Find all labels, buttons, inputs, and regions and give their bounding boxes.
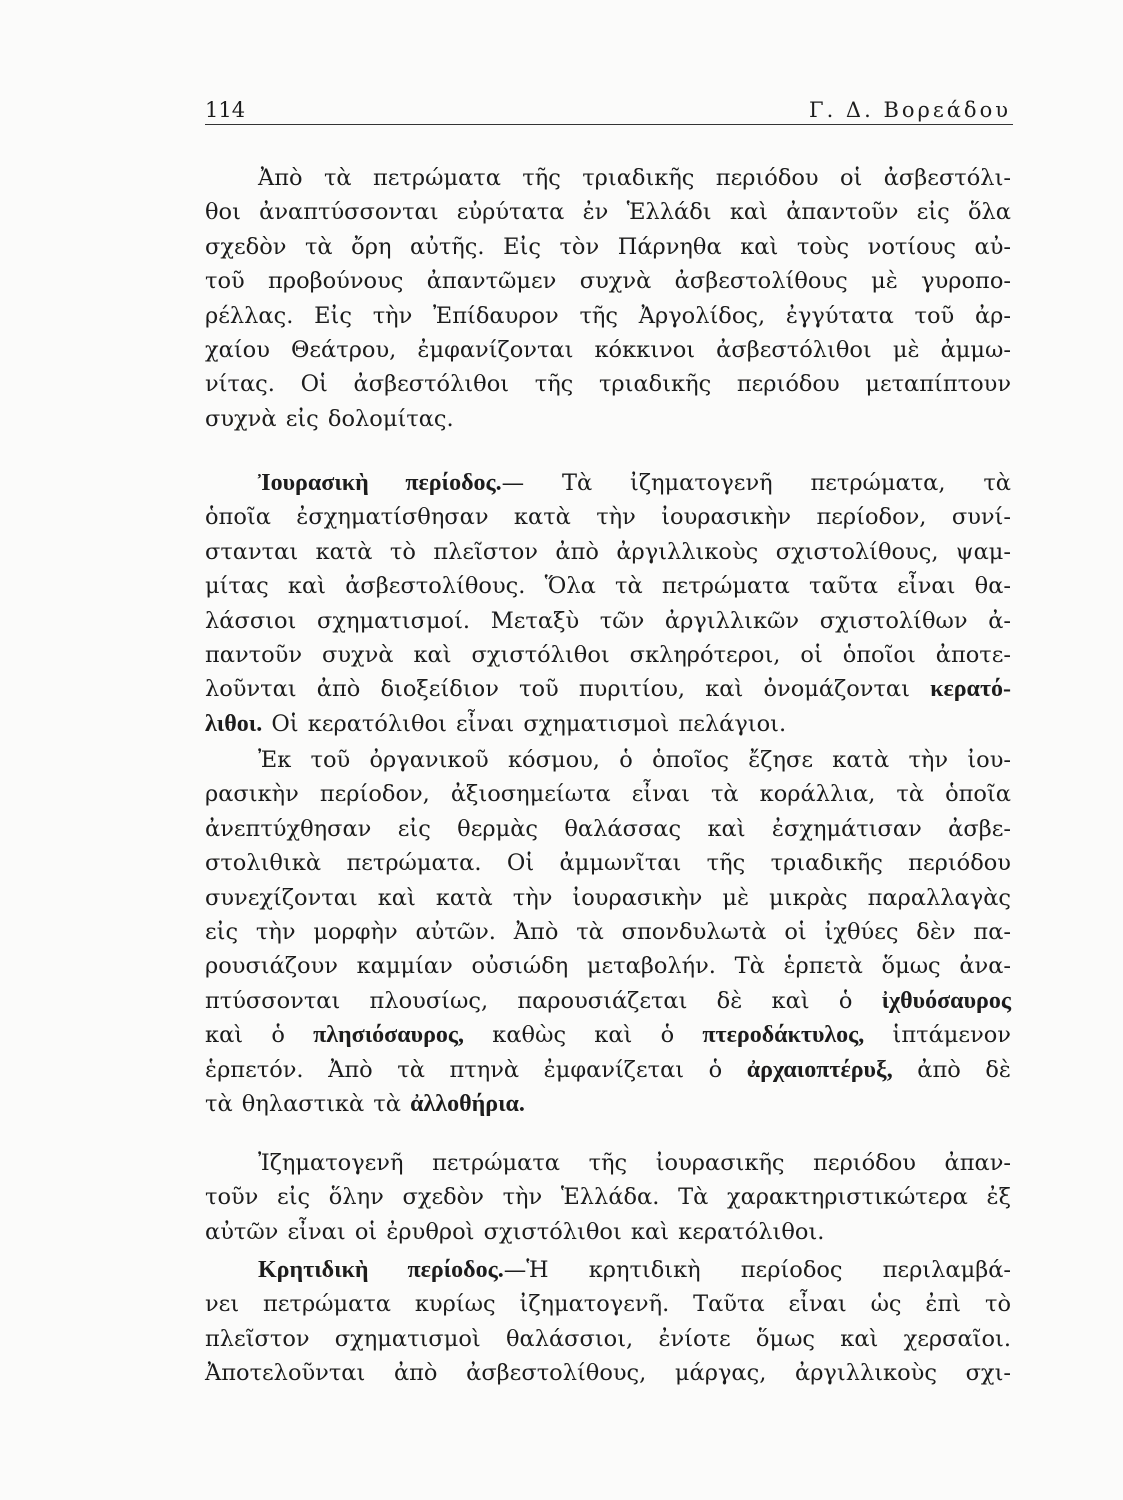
text-segment: θοι ἀναπτύσσονται εὐρύτατα ἐν Ἑλλάδι καὶ ἀπαντοῦν εἰς ὅλα [205,199,1011,226]
text-segment: ἀπὸ δὲ [892,1056,1011,1083]
text-line [205,266,1011,296]
text-segment: Ἐκ τοῦ ὀργανικοῦ κόσμου, ὁ ὁποῖος ἔζησε κατὰ τὴν ἰου- [258,747,1011,773]
text-line [205,709,1011,739]
text-line [205,951,1011,981]
text-segment: Ἀπὸ τὰ πετρώματα τῆς τριαδικῆς περιόδου οἱ ἀσβεστόλι- [258,165,1011,191]
text-line [205,537,1011,567]
text-line [205,404,1011,434]
bold-term: πτεροδάκτυλος, [702,1022,865,1049]
text-segment: ἑρπετόν. Ἀπὸ τὰ πτηνὰ ἐμφανίζεται ὁ [205,1056,747,1083]
text-line [205,848,1011,878]
text-line [205,1182,1011,1212]
text-line [205,674,1011,704]
text-segment: ρασικὴν περίοδον, ἀξιοσημείωτα εἶναι τὰ κοράλλια, τὰ ὁποῖα [205,781,1011,808]
text-segment: Ἀποτελοῦνται ἀπὸ ἀσβεστολίθους, μάργας, ἀργιλλικοὺς σχι- [205,1360,1011,1387]
text-line [258,468,1011,498]
text-segment: Ἰζηματογενῆ πετρώματα τῆς ἰουρασικῆς περιόδου ἀπαν- [258,1150,1011,1176]
text-line [205,606,1011,636]
text-segment: παντοῦν συχνὰ καὶ σχιστόλιθοι σκληρότεροι, οἱ ὁποῖοι ἀποτε- [205,642,1011,668]
text-segment: ρουσιάζουν καμμίαν οὐσιώδη μεταβολήν. Τὰ ἑρπετὰ ὅμως ἀνα- [205,953,1011,980]
text-line [258,163,1011,193]
text-segment: καθὼς καὶ ὁ [464,1022,703,1049]
bold-term: ἀρχαιοπτέρυξ, [746,1056,893,1083]
text-segment: χαίου Θεάτρου, ἐμφανίζονται κόκκινοι ἀσβεστόλιθοι μὲ ἀμμω- [205,337,1011,363]
bold-term: ἀλλοθήρια. [410,1091,525,1117]
text-line [205,1055,1011,1085]
text-line [205,883,1011,913]
bold-term: κερατό- [930,676,1011,703]
text-segment: μίτας καὶ ἀσβεστολίθους. Ὅλα τὰ πετρώματα ταῦτα εἶναι θα- [205,573,1011,600]
text-line [258,745,1011,775]
text-line [205,571,1011,601]
text-segment: συχνὰ εἰς δολομίτας. [205,405,454,432]
text-segment: ρέλλας. Εἰς τὴν Ἐπίδαυρον τῆς Ἀργολίδος, ἐγγύτατα τοῦ ἀρ- [205,302,1011,329]
bold-term: ἰχθυόσαυρος [881,987,1011,1014]
text-segment: τοῦν εἰς ὅλην σχεδὸν τὴν Ἑλλάδα. Τὰ χαρακτηριστικώτερα ἐξ [205,1184,1011,1211]
text-line [205,917,1011,947]
text-segment: —Ἡ κρητιδικὴ περίοδος περιλαμβά- [503,1257,1012,1283]
text-segment: σχεδὸν τὰ ὄρη αὐτῆς. Εἰς τὸν Πάρνηθα καὶ τοὺς νοτίους αὐ- [205,233,1011,260]
text-segment: τοῦ προβούνους ἀπαντῶμεν συχνὰ ἀσβεστολίθους μὲ γυροπο- [205,268,1011,295]
text-segment: λοῦνται ἀπὸ διοξείδιον τοῦ πυριτίου, καὶ ὀνομάζονται [205,676,931,703]
text-line [205,197,1011,227]
text-line [205,814,1011,844]
text-line [205,301,1011,331]
text-line [205,1089,1011,1119]
text-segment: ὁποῖα ἐσχηματίσθησαν κατὰ τὴν ἰουρασικὴν περίοδον, συνί- [205,504,1011,531]
text-segment: στανται κατὰ τὸ πλεῖστον ἀπὸ ἀργιλλικοὺς σχιστολίθους, ψαμ- [205,538,1011,565]
text-segment: καὶ ὁ [205,1022,314,1049]
text-segment: νει πετρώματα κυρίως ἰζηματογενῆ. Ταῦτα εἶναι ὡς ἐπὶ τὸ [205,1291,1011,1318]
text-line [205,335,1011,365]
text-segment: πλεῖστον σχηματισμοὶ θαλάσσιοι, ἐνίοτε ὅμως καὶ χερσαῖοι. [205,1325,1011,1352]
text-segment: Οἱ κερατόλιθοι εἶναι σχηματισμοὶ πελάγιοι. [262,710,787,737]
text-segment: συνεχίζονται καὶ κατὰ τὴν ἰουρασικὴν μὲ μικρὰς παραλλαγὰς [205,884,1011,911]
header-rule [205,124,1013,125]
bold-term: Κρητιδικὴ περίοδος. [258,1257,504,1283]
text-line [205,779,1011,809]
text-segment: ἀνεπτύχθησαν εἰς θερμὰς θαλάσσας καὶ ἐσχημάτισαν ἀσβε- [205,815,1011,842]
text-line [205,1217,1011,1247]
text-segment: — Τὰ ἰζηματογενῆ πετρώματα, τὰ [501,470,1011,496]
text-segment: τὰ θηλαστικὰ τὰ [205,1091,411,1117]
text-line [205,1289,1011,1319]
text-line [205,232,1011,262]
bold-term: πλησιόσαυρος, [313,1022,465,1049]
text-line [205,502,1011,532]
text-line [205,369,1011,399]
text-line [205,640,1011,670]
text-segment: στολιθικὰ πετρώματα. Οἱ ἀμμωνῖται τῆς τριαδικῆς περιόδου [205,850,1011,877]
text-line [205,1020,1011,1050]
bold-term: λιθοι. [205,710,263,737]
text-segment: νίτας. Οἱ ἀσβεστόλιθοι τῆς τριαδικῆς περιόδου μεταπίπτουν [205,371,1011,398]
running-head-author: Γ. Δ. Βορεάδου [809,98,1011,122]
text-line [205,986,1011,1016]
text-line [205,1358,1011,1388]
text-segment: αὐτῶν εἶναι οἱ ἐρυθροὶ σχιστόλιθοι καὶ κερατόλιθοι. [205,1218,825,1245]
page-number: 114 [205,98,246,122]
text-segment: εἰς τὴν μορφὴν αὐτῶν. Ἀπὸ τὰ σπονδυλωτὰ οἱ ἰχθύες δὲν πα- [205,919,1011,945]
text-segment: πτύσσονται πλουσίως, παρουσιάζεται δὲ καὶ ὁ [205,987,882,1014]
text-segment: λάσσιοι σχηματισμοί. Μεταξὺ τῶν ἀργιλλικῶν σχιστολίθων ἀ- [205,607,1011,634]
text-line [258,1255,1011,1285]
text-segment: ἱπτάμενον [864,1022,1011,1049]
bold-term: Ἰουρασικὴ περίοδος. [258,470,502,496]
text-line [258,1148,1011,1178]
text-line [205,1324,1011,1354]
